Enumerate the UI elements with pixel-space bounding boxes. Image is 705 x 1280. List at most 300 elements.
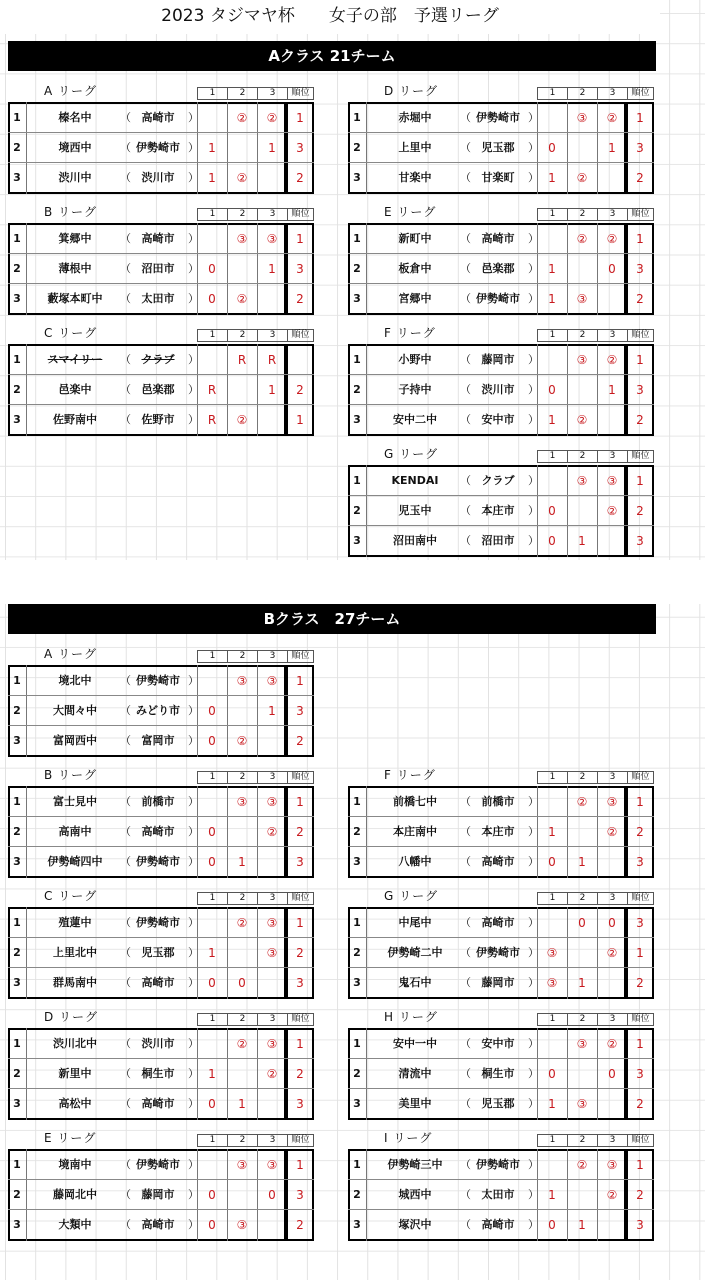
paren-close: ） bbox=[528, 976, 539, 989]
team-city: 前橋市 bbox=[481, 795, 515, 808]
header-cell: 1 bbox=[538, 330, 568, 341]
match-result bbox=[567, 133, 597, 163]
row-number: 2 bbox=[353, 141, 361, 154]
paren-open: （ bbox=[120, 674, 131, 687]
league-header bbox=[197, 650, 314, 663]
team-name: KENDAI bbox=[391, 474, 439, 487]
team-city: 桐生市 bbox=[141, 1067, 175, 1080]
table-row bbox=[348, 787, 650, 817]
match-result: ② bbox=[606, 946, 618, 960]
table-row bbox=[8, 938, 310, 968]
team-city: 沼田市 bbox=[481, 534, 515, 547]
match-result bbox=[197, 1150, 227, 1180]
paren-close: ） bbox=[188, 795, 199, 808]
row-number: 1 bbox=[13, 1158, 21, 1171]
paren-close: ） bbox=[188, 1188, 199, 1201]
header-cell: 2 bbox=[228, 88, 258, 99]
team-city: 高崎市 bbox=[481, 855, 515, 868]
team-city: 高崎市 bbox=[481, 232, 515, 245]
match-result bbox=[537, 908, 567, 938]
rank-value: 3 bbox=[636, 855, 644, 869]
league-header bbox=[537, 1013, 654, 1026]
table-row bbox=[348, 1089, 650, 1119]
match-result: 1 bbox=[548, 413, 556, 427]
league-header bbox=[197, 208, 314, 221]
rank-value: 3 bbox=[296, 1188, 304, 1202]
match-result: ③ bbox=[546, 946, 558, 960]
rank-value: 1 bbox=[296, 674, 304, 688]
match-result bbox=[567, 1180, 597, 1210]
paren-close: ） bbox=[528, 1097, 539, 1110]
rank-value: 1 bbox=[636, 1158, 644, 1172]
match-result: 1 bbox=[268, 704, 276, 718]
paren-open: （ bbox=[120, 1067, 131, 1080]
paren-close: ） bbox=[528, 353, 539, 366]
match-result: 1 bbox=[578, 976, 586, 990]
row-number: 1 bbox=[353, 1037, 361, 1050]
table-row bbox=[348, 375, 650, 405]
table-row bbox=[8, 133, 310, 163]
team-city: みどり市 bbox=[136, 704, 180, 717]
match-result bbox=[257, 968, 287, 998]
match-result: 0 bbox=[208, 976, 216, 990]
paren-close: ） bbox=[528, 474, 539, 487]
match-result: ② bbox=[266, 825, 278, 839]
table-row bbox=[8, 345, 310, 375]
row-number: 2 bbox=[13, 825, 21, 838]
match-result: ③ bbox=[236, 795, 248, 809]
paren-close: ） bbox=[188, 353, 199, 366]
paren-open: （ bbox=[460, 353, 471, 366]
league-block bbox=[348, 84, 650, 204]
league-header bbox=[537, 892, 654, 905]
paren-close: ） bbox=[188, 674, 199, 687]
row-number: 3 bbox=[13, 413, 21, 426]
table-row bbox=[348, 224, 650, 254]
row-number: 3 bbox=[13, 1097, 21, 1110]
league-block bbox=[348, 205, 650, 325]
paren-close: ） bbox=[528, 1037, 539, 1050]
table-row bbox=[8, 817, 310, 847]
row-number: 3 bbox=[353, 976, 361, 989]
match-result: ② bbox=[236, 916, 248, 930]
team-name: 殖蓮中 bbox=[58, 916, 92, 929]
match-result: ② bbox=[606, 1037, 618, 1051]
header-cell: 3 bbox=[598, 451, 628, 462]
paren-close: ） bbox=[528, 825, 539, 838]
team-city: 伊勢崎市 bbox=[136, 855, 180, 868]
rank-value: 3 bbox=[296, 1097, 304, 1111]
team-name: 塚沢中 bbox=[398, 1218, 432, 1231]
match-result: ② bbox=[266, 1067, 278, 1081]
team-city: 伊勢崎市 bbox=[136, 1158, 180, 1171]
match-result: ② bbox=[576, 1158, 588, 1172]
team-city: 藤岡市 bbox=[481, 353, 515, 366]
row-number: 3 bbox=[353, 1097, 361, 1110]
header-cell: 1 bbox=[538, 1014, 568, 1025]
header-cell: 2 bbox=[228, 1135, 258, 1146]
team-name: 赤堀中 bbox=[398, 111, 432, 124]
match-result: 0 bbox=[208, 262, 216, 276]
header-cell: 1 bbox=[538, 772, 568, 783]
paren-close: ） bbox=[188, 141, 199, 154]
team-name: 宮郷中 bbox=[398, 292, 432, 305]
table-row bbox=[8, 666, 310, 696]
header-cell: 3 bbox=[598, 209, 628, 220]
header-cell: 1 bbox=[538, 451, 568, 462]
table-row bbox=[8, 405, 310, 435]
paren-open: （ bbox=[120, 1097, 131, 1110]
match-result: ② bbox=[576, 171, 588, 185]
match-result: ③ bbox=[576, 292, 588, 306]
paren-open: （ bbox=[460, 383, 471, 396]
header-cell: 2 bbox=[228, 209, 258, 220]
team-name: 鬼石中 bbox=[398, 976, 432, 989]
paren-close: ） bbox=[188, 1218, 199, 1231]
match-result: 1 bbox=[578, 1218, 586, 1232]
team-name: 前橋七中 bbox=[393, 795, 437, 808]
paren-open: （ bbox=[460, 292, 471, 305]
paren-open: （ bbox=[460, 946, 471, 959]
header-cell: 3 bbox=[258, 209, 288, 220]
match-result bbox=[597, 284, 627, 314]
rank-value: 2 bbox=[296, 171, 304, 185]
header-cell: 3 bbox=[598, 330, 628, 341]
match-result: ② bbox=[236, 292, 248, 306]
paren-close: ） bbox=[188, 734, 199, 747]
rank-value: 2 bbox=[636, 1097, 644, 1111]
rank-value: 1 bbox=[636, 795, 644, 809]
team-city: 児玉郡 bbox=[481, 141, 515, 154]
match-result bbox=[197, 908, 227, 938]
league-block bbox=[8, 326, 310, 446]
match-result bbox=[537, 224, 567, 254]
table-row bbox=[8, 254, 310, 284]
row-number: 1 bbox=[353, 474, 361, 487]
paren-open: （ bbox=[120, 141, 131, 154]
row-number: 2 bbox=[13, 704, 21, 717]
league-name: E リーグ bbox=[384, 205, 437, 219]
match-result: 0 bbox=[548, 141, 556, 155]
match-result: 0 bbox=[548, 1067, 556, 1081]
rank-value: 2 bbox=[636, 1188, 644, 1202]
paren-open: （ bbox=[460, 976, 471, 989]
match-result: ③ bbox=[606, 474, 618, 488]
table-row bbox=[8, 103, 310, 133]
rank-value: 2 bbox=[296, 383, 304, 397]
match-result: 0 bbox=[548, 383, 556, 397]
team-city: 太田市 bbox=[481, 1188, 515, 1201]
table-row bbox=[348, 284, 650, 314]
header-cell: 1 bbox=[198, 1135, 228, 1146]
paren-open: （ bbox=[460, 504, 471, 517]
header-cell: 2 bbox=[568, 1014, 598, 1025]
team-name: 児玉中 bbox=[398, 504, 432, 517]
paren-open: （ bbox=[120, 1158, 131, 1171]
rank-value: 1 bbox=[636, 946, 644, 960]
row-number: 3 bbox=[13, 855, 21, 868]
rank-value: 3 bbox=[296, 141, 304, 155]
header-cell: 順位 bbox=[291, 772, 310, 782]
team-city: 藤岡市 bbox=[141, 1188, 175, 1201]
team-name: 上里北中 bbox=[53, 946, 97, 959]
match-result: 0 bbox=[238, 976, 246, 990]
team-name: 伊勢崎四中 bbox=[47, 855, 103, 868]
league-name: G リーグ bbox=[384, 447, 439, 461]
team-name: 大類中 bbox=[58, 1218, 92, 1231]
league-header bbox=[197, 892, 314, 905]
paren-open: （ bbox=[120, 976, 131, 989]
match-result bbox=[197, 103, 227, 133]
team-name: 安中二中 bbox=[393, 413, 437, 426]
match-result: 0 bbox=[578, 916, 586, 930]
match-result: 0 bbox=[268, 1188, 276, 1202]
match-result: 0 bbox=[208, 855, 216, 869]
paren-open: （ bbox=[460, 413, 471, 426]
match-result: ③ bbox=[266, 795, 278, 809]
team-city: 伊勢崎市 bbox=[476, 111, 520, 124]
paren-open: （ bbox=[120, 795, 131, 808]
match-result bbox=[197, 345, 227, 375]
league-block bbox=[8, 1131, 310, 1251]
table-row bbox=[8, 908, 310, 938]
match-result bbox=[257, 284, 287, 314]
match-result: ② bbox=[576, 413, 588, 427]
rank-value: 1 bbox=[636, 111, 644, 125]
paren-close: ） bbox=[188, 383, 199, 396]
header-cell: 2 bbox=[568, 88, 598, 99]
header-cell: 1 bbox=[538, 209, 568, 220]
row-number: 1 bbox=[353, 1158, 361, 1171]
paren-open: （ bbox=[120, 413, 131, 426]
paren-close: ） bbox=[188, 916, 199, 929]
row-number: 1 bbox=[353, 232, 361, 245]
paren-close: ） bbox=[188, 111, 199, 124]
header-cell: 1 bbox=[198, 209, 228, 220]
table-row bbox=[8, 224, 310, 254]
match-result bbox=[597, 526, 627, 556]
rank-value: 1 bbox=[296, 1158, 304, 1172]
match-result: ② bbox=[576, 795, 588, 809]
rank-value: 3 bbox=[636, 262, 644, 276]
match-result: 1 bbox=[548, 171, 556, 185]
table-row bbox=[348, 254, 650, 284]
league-name: D リーグ bbox=[44, 1010, 99, 1024]
league-name: A リーグ bbox=[44, 84, 98, 98]
match-result: 1 bbox=[268, 383, 276, 397]
paren-open: （ bbox=[460, 795, 471, 808]
paren-open: （ bbox=[460, 825, 471, 838]
paren-open: （ bbox=[460, 1158, 471, 1171]
header-cell: 3 bbox=[258, 1014, 288, 1025]
paren-close: ） bbox=[528, 504, 539, 517]
paren-close: ） bbox=[188, 232, 199, 245]
match-result: ③ bbox=[576, 353, 588, 367]
match-result bbox=[597, 405, 627, 435]
match-result: 1 bbox=[578, 855, 586, 869]
match-result bbox=[537, 466, 567, 496]
header-cell: 3 bbox=[258, 651, 288, 662]
header-cell: 3 bbox=[598, 1135, 628, 1146]
rank-value bbox=[286, 345, 314, 375]
team-city: 児玉郡 bbox=[141, 946, 175, 959]
table-row bbox=[348, 817, 650, 847]
team-city: 前橋市 bbox=[141, 795, 175, 808]
match-result: ③ bbox=[576, 111, 588, 125]
team-name: 沼田南中 bbox=[393, 534, 437, 547]
match-result: 1 bbox=[208, 171, 216, 185]
league-block bbox=[348, 1131, 650, 1251]
paren-close: ） bbox=[188, 946, 199, 959]
paren-open: （ bbox=[460, 534, 471, 547]
match-result bbox=[257, 163, 287, 193]
header-cell: 2 bbox=[568, 893, 598, 904]
rank-value: 2 bbox=[636, 292, 644, 306]
team-city: 本庄市 bbox=[481, 825, 515, 838]
paren-close: ） bbox=[188, 704, 199, 717]
paren-close: ） bbox=[188, 292, 199, 305]
match-result: ③ bbox=[606, 1158, 618, 1172]
match-result: 1 bbox=[238, 855, 246, 869]
paren-open: （ bbox=[460, 916, 471, 929]
row-number: 3 bbox=[353, 413, 361, 426]
match-result: ③ bbox=[236, 1218, 248, 1232]
team-name: 境西中 bbox=[58, 141, 92, 154]
match-result: ② bbox=[576, 232, 588, 246]
team-name: 上里中 bbox=[398, 141, 432, 154]
row-number: 2 bbox=[353, 504, 361, 517]
rank-value: 2 bbox=[296, 825, 304, 839]
header-cell: 3 bbox=[598, 893, 628, 904]
match-result: ② bbox=[606, 504, 618, 518]
league-name: B リーグ bbox=[44, 768, 98, 782]
team-name: 富士見中 bbox=[53, 795, 97, 808]
rank-value: 1 bbox=[296, 795, 304, 809]
match-result: ③ bbox=[576, 1037, 588, 1051]
rank-value: 3 bbox=[296, 976, 304, 990]
match-result: ③ bbox=[606, 795, 618, 809]
paren-close: ） bbox=[528, 795, 539, 808]
team-name: 邑楽中 bbox=[58, 383, 92, 396]
match-result bbox=[537, 1029, 567, 1059]
paren-open: （ bbox=[460, 855, 471, 868]
paren-open: （ bbox=[120, 232, 131, 245]
paren-open: （ bbox=[460, 141, 471, 154]
rank-value: 2 bbox=[636, 825, 644, 839]
league-header bbox=[537, 1134, 654, 1147]
header-cell: 順位 bbox=[291, 651, 310, 661]
rank-value: 2 bbox=[296, 1067, 304, 1081]
row-number: 3 bbox=[13, 1218, 21, 1231]
header-cell: 1 bbox=[538, 88, 568, 99]
team-city: 伊勢崎市 bbox=[136, 674, 180, 687]
team-name: 大間々中 bbox=[53, 704, 97, 717]
header-cell: 順位 bbox=[291, 1014, 310, 1024]
league-header bbox=[197, 1013, 314, 1026]
league-header bbox=[537, 771, 654, 784]
paren-open: （ bbox=[120, 383, 131, 396]
paren-close: ） bbox=[188, 413, 199, 426]
league-header bbox=[197, 87, 314, 100]
rank-value: 1 bbox=[296, 413, 304, 427]
team-city: 高崎市 bbox=[141, 232, 175, 245]
team-name: 境南中 bbox=[58, 1158, 92, 1171]
header-cell: 順位 bbox=[631, 88, 650, 98]
team-city: 安中市 bbox=[481, 413, 515, 426]
team-city: 富岡市 bbox=[141, 734, 175, 747]
league-header bbox=[197, 771, 314, 784]
match-result bbox=[537, 1150, 567, 1180]
class-band: Aクラス 21チーム bbox=[8, 41, 656, 71]
match-result: 1 bbox=[548, 1097, 556, 1111]
match-result bbox=[567, 1059, 597, 1089]
league-block bbox=[8, 647, 310, 767]
team-name: 清流中 bbox=[398, 1067, 432, 1080]
paren-open: （ bbox=[460, 1037, 471, 1050]
header-cell: 3 bbox=[598, 1014, 628, 1025]
match-result: 0 bbox=[548, 855, 556, 869]
table-row bbox=[348, 847, 650, 877]
header-cell: 2 bbox=[568, 330, 598, 341]
header-cell: 順位 bbox=[291, 88, 310, 98]
team-city: 本庄市 bbox=[481, 504, 515, 517]
match-result: ② bbox=[266, 111, 278, 125]
team-city: 高崎市 bbox=[141, 111, 175, 124]
paren-open: （ bbox=[460, 1188, 471, 1201]
team-name: 中尾中 bbox=[398, 916, 432, 929]
league-name: H リーグ bbox=[384, 1010, 438, 1024]
team-city: 甘楽町 bbox=[481, 171, 515, 184]
paren-open: （ bbox=[120, 1218, 131, 1231]
rank-value: 3 bbox=[636, 534, 644, 548]
match-result: 0 bbox=[608, 1067, 616, 1081]
row-number: 3 bbox=[353, 855, 361, 868]
match-result bbox=[567, 375, 597, 405]
match-result bbox=[227, 1059, 257, 1089]
row-number: 1 bbox=[353, 916, 361, 929]
team-name: 新町中 bbox=[398, 232, 432, 245]
match-result bbox=[227, 938, 257, 968]
row-number: 3 bbox=[13, 292, 21, 305]
league-header bbox=[537, 87, 654, 100]
paren-close: ） bbox=[528, 141, 539, 154]
match-result: 1 bbox=[208, 141, 216, 155]
table-row bbox=[348, 1029, 650, 1059]
team-name: 藤岡北中 bbox=[53, 1188, 97, 1201]
paren-open: （ bbox=[120, 111, 131, 124]
match-result bbox=[227, 1180, 257, 1210]
rank-value: 2 bbox=[636, 504, 644, 518]
match-result: ② bbox=[606, 353, 618, 367]
header-cell: 2 bbox=[568, 772, 598, 783]
table-row bbox=[8, 696, 310, 726]
match-result: ③ bbox=[266, 1037, 278, 1051]
team-name: 藪塚本町中 bbox=[47, 292, 103, 305]
match-result bbox=[197, 666, 227, 696]
match-result: 0 bbox=[208, 825, 216, 839]
team-name: 安中一中 bbox=[393, 1037, 437, 1050]
team-name: 高松中 bbox=[58, 1097, 92, 1110]
match-result bbox=[197, 224, 227, 254]
league-block bbox=[8, 205, 310, 325]
row-number: 2 bbox=[13, 946, 21, 959]
match-result bbox=[227, 254, 257, 284]
header-cell: 3 bbox=[258, 330, 288, 341]
match-result: 1 bbox=[208, 1067, 216, 1081]
row-number: 3 bbox=[13, 734, 21, 747]
match-result: 1 bbox=[268, 141, 276, 155]
paren-close: ） bbox=[188, 1067, 199, 1080]
